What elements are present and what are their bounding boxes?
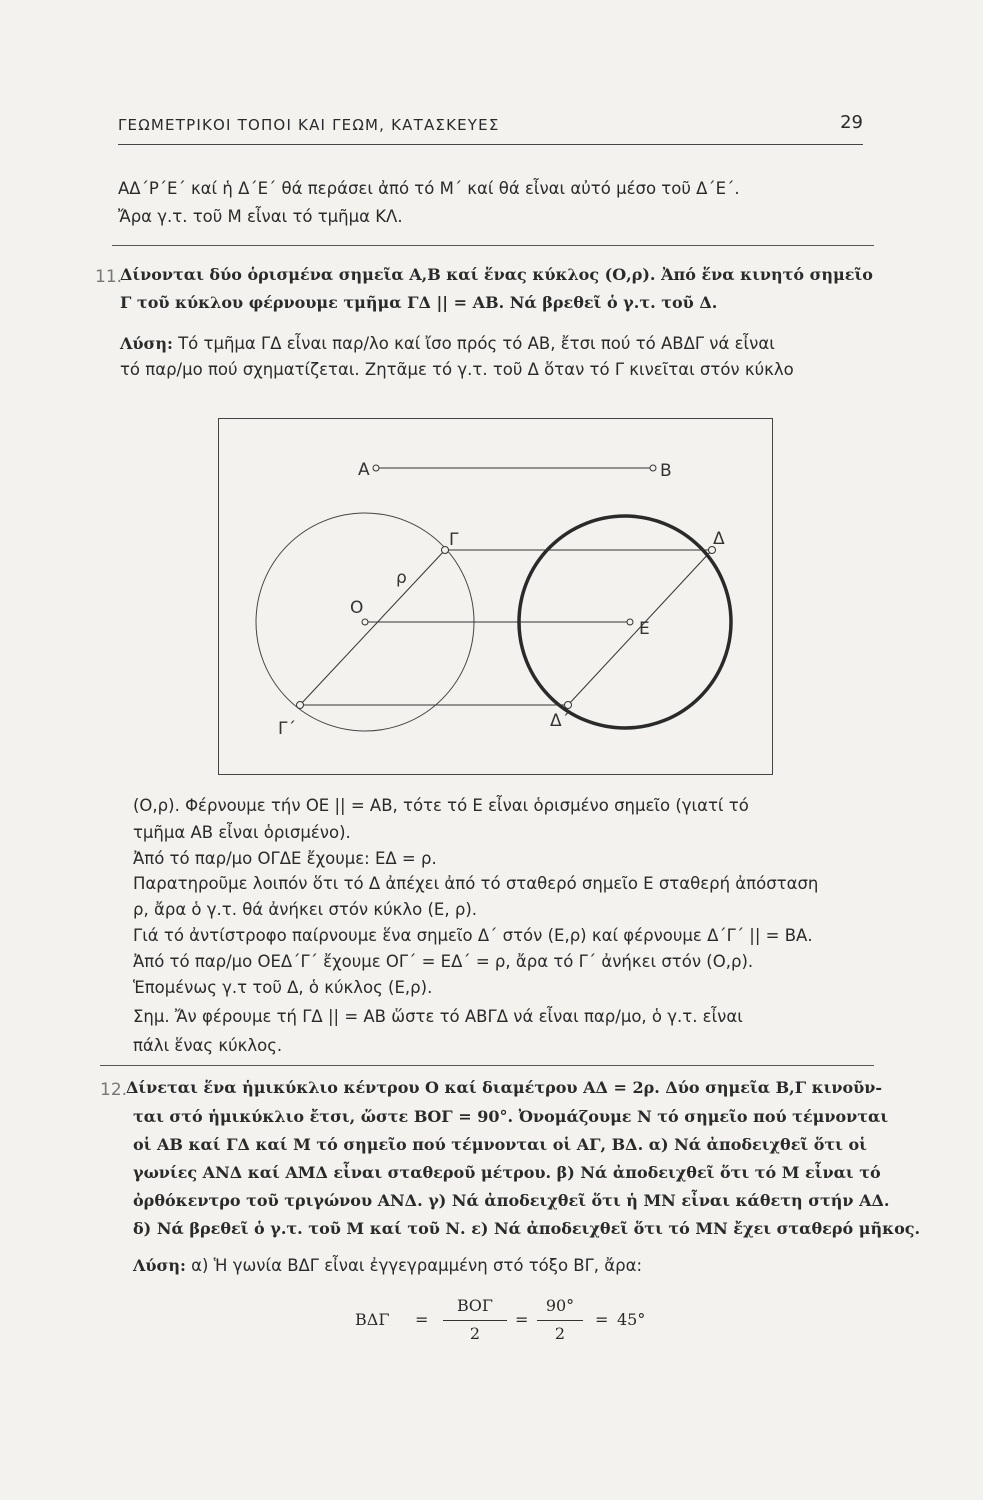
solution-line: Ἑπομένως γ.τ τοῦ Δ, ὁ κύκλος (Ε,ρ). (133, 978, 433, 997)
solution-line (120, 333, 880, 355)
solution-label: Λύση: (120, 334, 173, 353)
problem-number: 11. (95, 267, 123, 287)
label-o: Ο (350, 598, 364, 618)
formula-eq: = (415, 1310, 429, 1329)
geometry-figure (218, 418, 773, 775)
solution-line: Σημ. Ἄν φέρουμε τή ΓΔ || = ΑΒ ὥστε τό ΑΒΓΔ νά εἶναι παρ/μο, ὁ γ.τ. εἶναι (133, 1007, 743, 1026)
point-o (362, 619, 368, 625)
solution-line: Ἀπό τό παρ/μο ΟΕΔ΄Γ΄ ἔχουμε ΟΓ΄ = ΕΔ΄ = ρ, ἄρα τό Γ΄ ἀνήκει στόν (Ο,ρ). (133, 952, 754, 971)
label-e: Ε (639, 619, 650, 639)
formula-lhs: ΒΔΓ (355, 1310, 390, 1329)
solution-text: α) Ἡ γωνία ΒΔΓ εἶναι ἐγγεγραμμένη στό τόξο ΒΓ, ἄρα: (185, 1256, 643, 1275)
label-g: Γ (449, 530, 459, 550)
solution-line: Γιά τό ἀντίστροφο παίρνουμε ἕνα σημεῖο Δ΄ στόν (Ε,ρ) καί φέρνουμε Δ΄Γ΄ || = ΒΑ. (133, 926, 813, 945)
problem-statement-line: ὀρθόκεντρο τοῦ τριγώνου ΑΝΔ. γ) Νά ἀποδειχθεῖ ὅτι ἡ ΜΝ εἶναι κάθετη στήν ΑΔ. (133, 1191, 890, 1210)
solution-line: πάλι ἕνας κύκλος. (133, 1036, 283, 1055)
formula-den: 2 (469, 1324, 481, 1343)
label-dp: Δ΄ (550, 711, 571, 731)
problem-statement-line: δ) Νά βρεθεῖ ὁ γ.τ. τοῦ Μ καί τοῦ Ν. ε) Νά ἀποδειχθεῖ ὅτι τό ΜΝ ἔχει σταθερό μῆκος. (133, 1219, 921, 1238)
problem-statement-line: ται στό ἡμικύκλιο ἔτσι, ὥστε ΒΟΓ = 90°. Ὀνομάζουμε Ν τό σημεῖο πού τέμνονται (133, 1107, 889, 1126)
point-a (373, 465, 379, 471)
fraction-bar (443, 1320, 507, 1321)
page-number: 29 (840, 112, 863, 133)
solution-label: Λύση: (133, 1256, 186, 1275)
formula-eq: = (595, 1310, 609, 1329)
point-b (650, 465, 656, 471)
figure-frame (219, 419, 773, 775)
solution-line: τό παρ/μο πού σχηματίζεται. Ζητᾶμε τό γ.τ. τοῦ Δ ὅταν τό Γ κινεῖται στόν κύκλο (120, 360, 794, 379)
label-rho: ρ (396, 568, 407, 588)
fraction-bar (537, 1320, 583, 1321)
section-divider (100, 1065, 874, 1066)
text-line: ΑΔ΄Ρ΄Ε΄ καί ἡ Δ΄Ε΄ θά περάσει ἀπό τό Μ΄ καί θά εἶναι αὐτό μέσο τοῦ Δ΄Ε΄. (118, 179, 740, 198)
label-a: Α (358, 460, 370, 480)
angle-formula (355, 1296, 715, 1350)
running-header (118, 112, 863, 146)
header-rule (118, 144, 863, 145)
formula-den: 2 (554, 1324, 566, 1343)
problem-number: 12. (100, 1080, 128, 1100)
point-gp (297, 702, 304, 709)
problem-statement-line: Δίνονται δύο ὁρισμένα σημεῖα Α,Β καί ἕνας κύκλος (Ο,ρ). Ἀπό ἕνα κινητό σημεῖο (120, 265, 873, 284)
solution-line: Ἀπό τό παρ/μο ΟΓΔΕ ἔχουμε: ΕΔ = ρ. (133, 849, 437, 868)
label-d: Δ (713, 529, 725, 549)
segment-g-gp (300, 550, 445, 705)
problem-statement-line: Γ τοῦ κύκλου φέρνουμε τμῆμα ΓΔ || = ΑΒ. Νά βρεθεῖ ὁ γ.τ. τοῦ Δ. (120, 293, 718, 312)
solution-line: Παρατηροῦμε λοιπόν ὅτι τό Δ ἀπέχει ἀπό τό σταθερό σημεῖο Ε σταθερή ἀπόσταση (133, 874, 819, 893)
point-g (442, 547, 449, 554)
text-line: Ἄρα γ.τ. τοῦ Μ εἶναι τό τμῆμα ΚΛ. (118, 207, 403, 226)
label-b: Β (660, 461, 672, 481)
solution-line (133, 1255, 893, 1277)
point-e (627, 619, 633, 625)
solution-text: Τό τμῆμα ΓΔ εἶναι παρ/λο καί ἴσο πρός τό ΑΒ, ἔτσι πού τό ΑΒΔΓ νά εἶναι (172, 334, 775, 353)
formula-eq: = (515, 1310, 529, 1329)
solution-line: (Ο,ρ). Φέρνουμε τήν ΟΕ || = ΑΒ, τότε τό Ε εἶναι ὁρισμένο σημεῖο (γιατί τό (133, 796, 749, 815)
problem-statement-line: οἱ ΑΒ καί ΓΔ καί Μ τό σημεῖο πού τέμνονται οἱ ΑΓ, ΒΔ. α) Νά ἀποδειχθεῖ ὅτι οἱ (133, 1135, 867, 1154)
point-dp (565, 702, 572, 709)
formula-num: ΒΟΓ (457, 1296, 493, 1315)
section-divider (112, 245, 874, 246)
formula-num: 90° (545, 1296, 575, 1315)
problem-statement-line: γωνίες ΑΝΔ καί ΑΜΔ εἶναι σταθεροῦ μέτρου. β) Νά ἀποδειχθεῖ ὅτι τό Μ εἶναι τό (133, 1163, 881, 1182)
figure-svg (218, 418, 773, 775)
label-gp: Γ΄ (278, 719, 296, 739)
formula-result: 45° (617, 1310, 646, 1329)
problem-statement-line: Δίνεται ἕνα ἡμικύκλιο κέντρου Ο καί διαμέτρου ΑΔ = 2ρ. Δύο σημεῖα Β,Γ κινοῦν- (126, 1078, 882, 1097)
solution-line: τμῆμα ΑΒ εἶναι ὁρισμένο). (133, 823, 351, 842)
header-title: ΓΕΩΜΕΤΡΙΚΟΙ ΤΟΠΟΙ ΚΑΙ ΓΕΩΜ, ΚΑΤΑΣΚΕΥΕΣ (118, 116, 500, 134)
solution-line: ρ, ἄρα ὁ γ.τ. θά ἀνήκει στόν κύκλο (Ε, ρ). (133, 900, 478, 919)
